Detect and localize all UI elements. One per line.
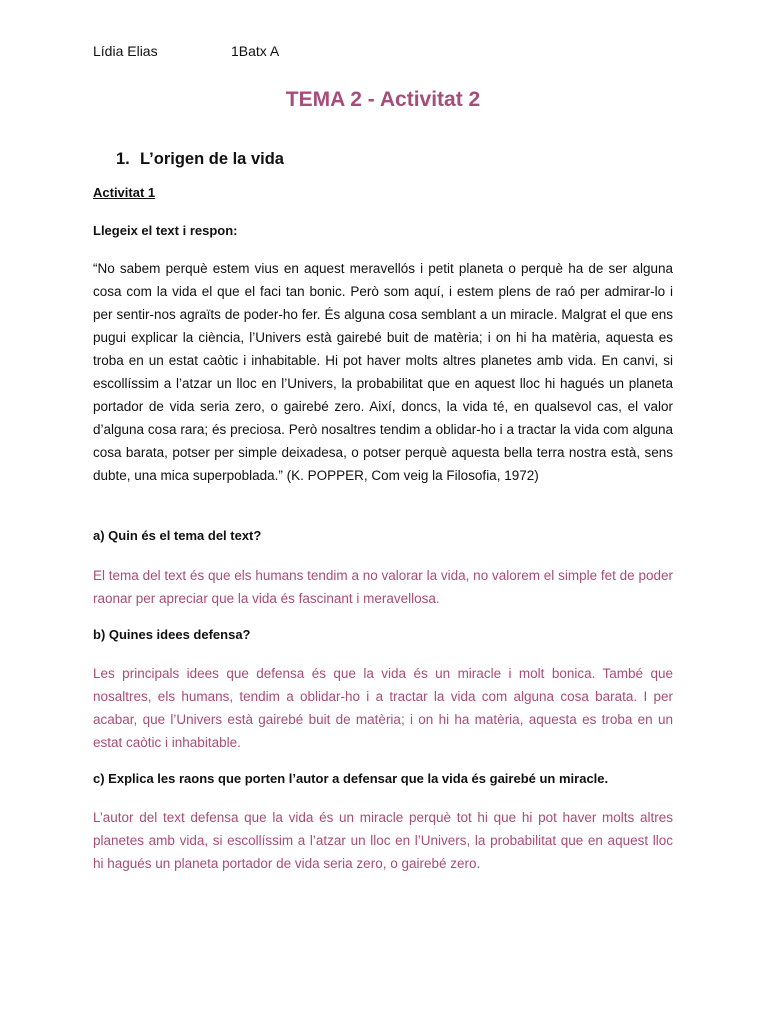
question-a: a) Quin és el tema del text?: [93, 528, 262, 543]
class-group: 1Batx A: [231, 43, 280, 59]
question-c: c) Explica les raons que porten l’autor a defensar que la vida és gairebé un miracle.: [93, 771, 609, 786]
student-name: Lídia Elias: [93, 43, 158, 59]
answer-b: Les principals idees que defensa és que la vida és un miracle i molt bonica. També que nosaltres, els humans, tendim a oblidar-ho i a tractar la vida com alguna cosa barata. I per acabar, que l’Univers està gairebé buit de matèria; i on hi ha matèria, aquesta es troba en un estat caòtic i inhabitable.: [93, 666, 673, 750]
document-header: [93, 42, 279, 60]
answer-a: El tema del text és que els humans tendim a no valorar la vida, no valorem el simple fet de poder raonar per apreciar que la vida és fascinant i meravellosa.: [93, 568, 673, 606]
activity-label: Activitat 1: [93, 185, 156, 200]
quote-paragraph: “No sabem perquè estem vius en aquest meravellós i petit planeta o perquè ha de ser alguna cosa com la vida el que el faci tan bonic. Però som aquí, i estem plens de raó per admirar-lo i per sentir-nos agraïts de poder-ho fer. És alguna cosa semblant a un miracle. Malgrat el que ens pugui explicar la ciència, l’Univers està gairebé buit de matèria; i on hi ha matèria, aquesta es troba en un estat caòtic i inhabitable. Hi pot haver molts altres planetes amb vida. En canvi, si escollíssim a l’atzar un lloc en l’Univers, la probabilitat que en aquest lloc hi hagués un planeta portador de vida seria zero, o gairebé zero. Així, doncs, la vida té, en qualsevol cas, el valor d’alguna cosa rara; és preciosa. Però nosaltres tendim a oblidar-ho i a tractar la vida com alguna cosa barata, potser per simple deixadesa, o potser perquè aquesta bella terra nostra està, sens dubte, una mica superpoblada.” (K. POPPER, Com veig la Filosofia, 1972): [93, 261, 673, 483]
page-title: TEMA 2 - Activitat 2: [285, 88, 481, 111]
answer-c: L’autor del text defensa que la vida és un miracle perquè tot hi que hi pot haver molts altres planetes amb vida, si escollíssim a l’atzar un lloc en l’Univers, la probabilitat que en aquest lloc hi hagués un planeta portador de vida seria zero, o gairebé zero.: [93, 810, 673, 871]
section-heading: [116, 148, 284, 170]
instruction-text: Llegeix el text i respon:: [93, 223, 238, 238]
section-title: L’origen de la vida: [140, 150, 284, 168]
section-number: 1.: [116, 150, 130, 168]
question-b: b) Quines idees defensa?: [93, 627, 251, 642]
